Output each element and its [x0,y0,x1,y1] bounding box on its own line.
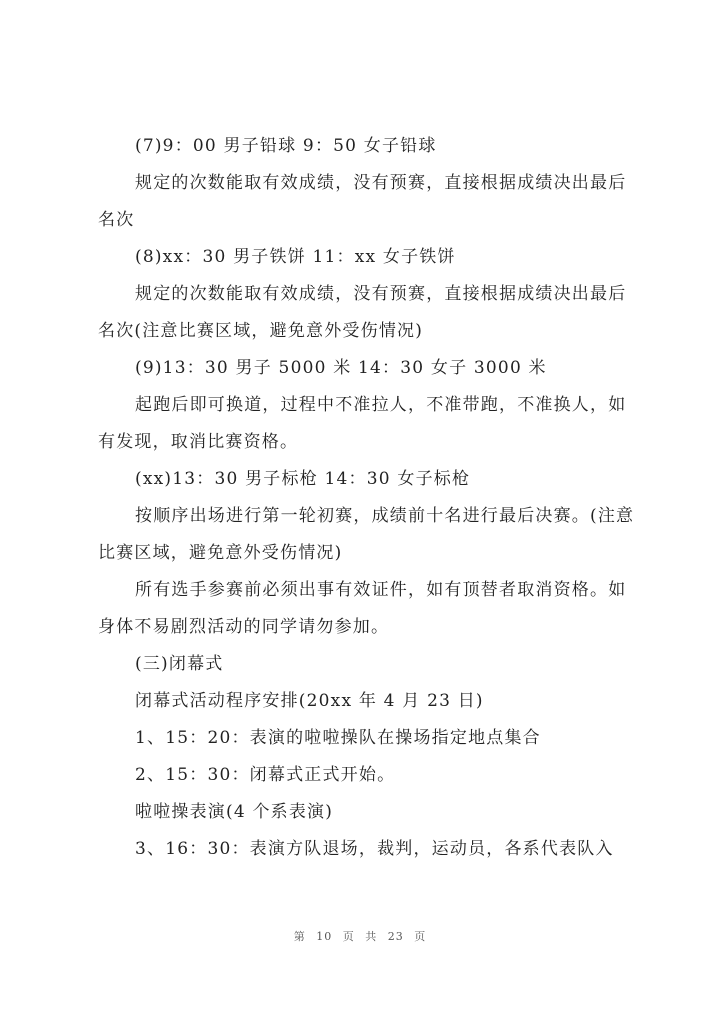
page-number-footer: 第 10 页 共 23 页 [293,930,427,943]
paragraph-discus-rules: 规定的次数能取有效成绩，没有预赛，直接根据成绩决出最后名次(注意比赛区域，避免意外受伤情况) [98,284,627,341]
list-item-closing-step-2: 2、15：30：闭幕式正式开始。 [135,765,396,785]
paragraph-shot-put-schedule: (7)9：00 男子铅球 9：50 女子铅球 [135,136,437,156]
paragraph-eligibility-notice: 所有选手参赛前必须出事有效证件，如有顶替者取消资格。如身体不易剧烈活动的同学请勿参加。 [98,580,627,637]
paragraph-discus-schedule: (8)xx：30 男子铁饼 11：xx 女子铁饼 [135,247,456,267]
document-body [98,128,643,868]
paragraph-javelin-schedule: (xx)13：30 男子标枪 14：30 女子标枪 [135,469,471,489]
paragraph-distance-run-rules: 起跑后即可换道，过程中不准拉人，不准带跑，不准换人，如有发现，取消比赛资格。 [98,395,627,452]
paragraph-cheer-performance: 啦啦操表演(4 个系表演) [135,802,334,822]
list-item-closing-step-3: 3、16：30：表演方队退场，裁判，运动员，各系代表队入 [135,839,614,859]
list-item-closing-step-1: 1、15：20：表演的啦啦操队在操场指定地点集合 [135,728,541,748]
paragraph-javelin-rules: 按顺序出场进行第一轮初赛，成绩前十名进行最后决赛。(注意比赛区域，避免意外受伤情况) [98,506,635,563]
paragraph-distance-run-schedule: (9)13：30 男子 5000 米 14：30 女子 3000 米 [135,358,547,378]
paragraph-shot-put-rules: 规定的次数能取有效成绩，没有预赛，直接根据成绩决出最后名次 [98,173,627,230]
section-heading-closing-ceremony: (三)闭幕式 [135,654,224,674]
paragraph-closing-program-title: 闭幕式活动程序安排(20xx 年 4 月 23 日) [135,691,484,711]
